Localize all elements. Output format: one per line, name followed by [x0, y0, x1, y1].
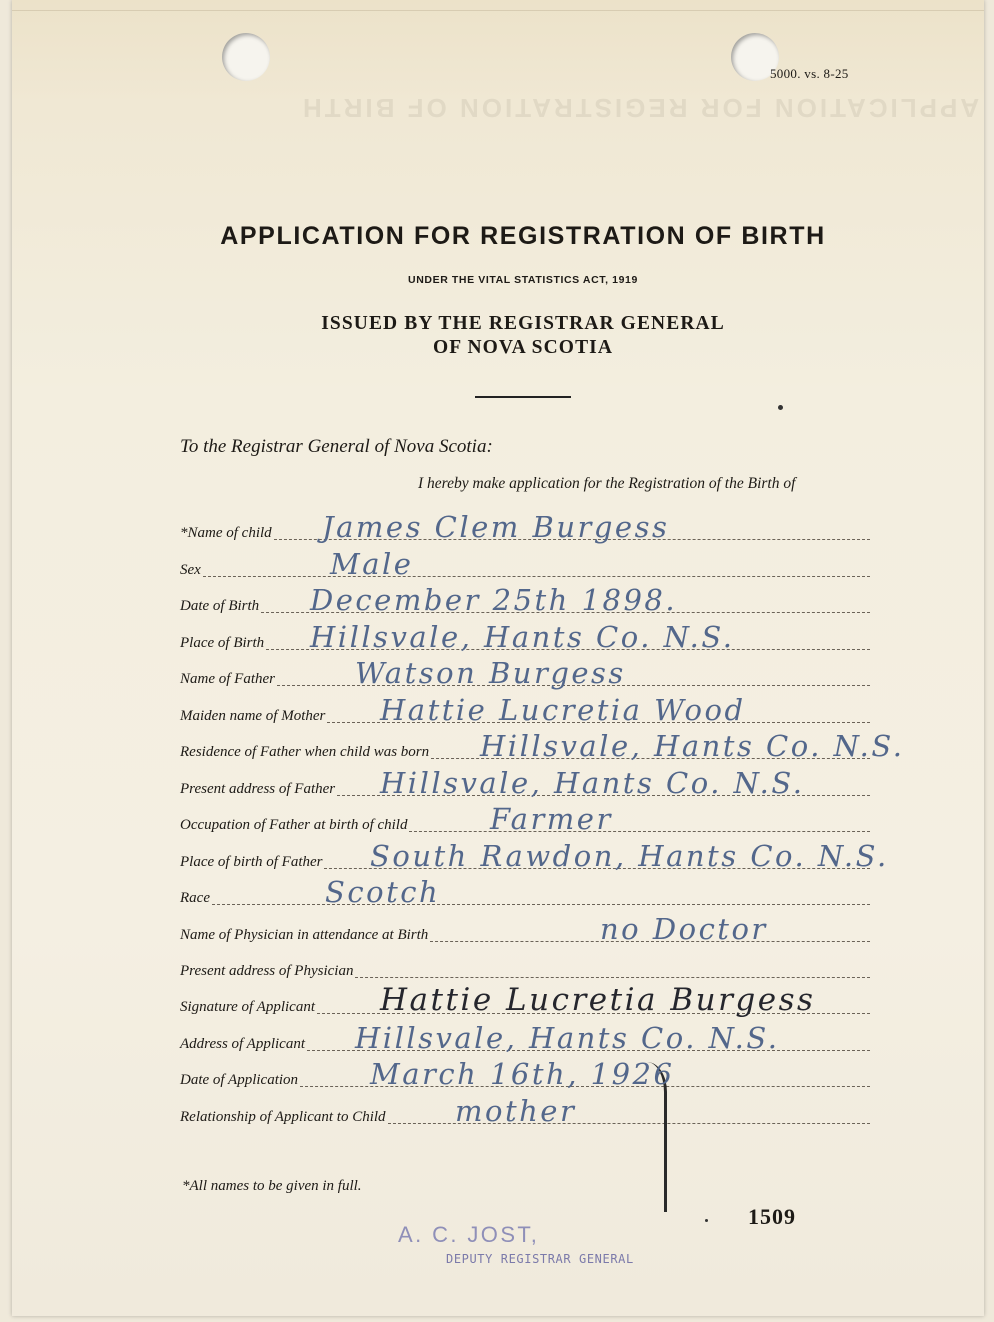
- record-number: 1509: [748, 1204, 796, 1229]
- issuer-line-1: ISSUED BY THE REGISTRAR GENERAL: [321, 313, 725, 334]
- field-line: [203, 576, 870, 577]
- paper-fold: [12, 10, 984, 11]
- footnote: *All names to be given in full.: [182, 1178, 362, 1194]
- registrar-stamp-title: DEPUTY REGISTRAR GENERAL: [446, 1252, 634, 1266]
- ink-dot: [705, 1219, 708, 1222]
- field-maiden-name-of-mother: [180, 693, 870, 729]
- field-label: Maiden name of Mother: [180, 708, 326, 724]
- field-line: [355, 977, 870, 978]
- title-rule: [475, 396, 571, 398]
- field-label: Place of birth of Father: [180, 854, 323, 870]
- field-label: Name of Physician in attendance at Birth: [180, 927, 429, 943]
- field-address-of-applicant: [180, 1021, 870, 1057]
- field-label: Sex: [180, 562, 201, 578]
- field-label: Signature of Applicant: [180, 999, 315, 1015]
- field-present-address-of-father: [180, 766, 870, 802]
- punch-hole-left: [222, 33, 270, 81]
- field-value: Farmer: [490, 802, 613, 836]
- field-place-of-birth: [180, 620, 870, 656]
- field-label: Occupation of Father at birth of child: [180, 817, 408, 833]
- field-label: Present address of Father: [180, 781, 336, 797]
- field-date-of-birth: [180, 583, 870, 619]
- salutation: To the Registrar General of Nova Scotia:: [180, 436, 493, 457]
- field-relationship-of-applicant: [180, 1094, 870, 1130]
- field-value: no Doctor: [600, 912, 768, 946]
- field-value: Hattie Lucretia Burgess: [380, 982, 816, 1018]
- field-value: mother: [455, 1094, 577, 1128]
- field-name-of-child: [180, 510, 870, 546]
- field-value: Hattie Lucretia Wood: [380, 693, 746, 727]
- field-value: Hillsvale, Hants Co. N.S.: [355, 1021, 780, 1055]
- field-label: Date of Birth: [180, 598, 260, 614]
- form-subtitle: UNDER THE VITAL STATISTICS ACT, 1919: [408, 274, 638, 286]
- issuer-line-2: OF NOVA SCOTIA: [432, 337, 614, 358]
- field-signature-of-applicant: [180, 982, 870, 1020]
- field-value: Male: [330, 547, 414, 581]
- field-race: [180, 875, 870, 911]
- field-value: December 25th 1898.: [310, 583, 678, 617]
- field-label: Residence of Father when child was born: [180, 744, 430, 760]
- form-number: 5000. vs. 8-25: [770, 66, 849, 81]
- field-present-address-of-physician: [180, 954, 870, 984]
- field-value: Hillsvale, Hants Co. N.S.: [380, 766, 805, 800]
- field-label: Relationship of Applicant to Child: [180, 1109, 386, 1125]
- field-sex: [180, 547, 870, 583]
- field-residence-of-father: [180, 729, 905, 765]
- field-line: [212, 904, 870, 905]
- field-label: Race: [180, 890, 210, 906]
- field-value: March 16th, 1926: [370, 1057, 675, 1091]
- field-value: Hillsvale, Hants Co. N.S.: [310, 620, 735, 654]
- registrar-stamp-name: A. C. JOST,: [398, 1222, 540, 1247]
- field-label: Address of Applicant: [180, 1036, 305, 1052]
- field-label: Place of Birth: [180, 635, 265, 651]
- field-label: Name of Father: [180, 671, 275, 687]
- field-value: Watson Burgess: [355, 656, 626, 690]
- field-value: Hillsvale, Hants Co. N.S.: [480, 729, 905, 763]
- bleed-through-text: APPLICATION FOR REGISTRATION OF BIRTH: [300, 93, 980, 123]
- intro-text: I hereby make application for the Registration of the Birth of: [418, 475, 796, 492]
- field-label: Present address of Physician: [180, 963, 354, 979]
- field-value: James Clem Burgess: [322, 510, 670, 544]
- issuer: [0, 312, 994, 360]
- field-line: [409, 831, 870, 832]
- field-value: South Rawdon, Hants Co. N.S.: [370, 839, 889, 873]
- field-label: Date of Application: [180, 1072, 299, 1088]
- ink-dot: [778, 405, 783, 410]
- form-title: APPLICATION FOR REGISTRATION OF BIRTH: [220, 222, 826, 250]
- field-name-of-father: [180, 656, 870, 692]
- field-label: *Name of child: [180, 525, 272, 541]
- field-name-of-physician: [180, 912, 870, 948]
- field-date-of-application: [180, 1057, 870, 1093]
- field-occupation-of-father: [180, 802, 870, 838]
- field-place-of-birth-of-father: [180, 839, 889, 875]
- field-value: Scotch: [325, 875, 441, 909]
